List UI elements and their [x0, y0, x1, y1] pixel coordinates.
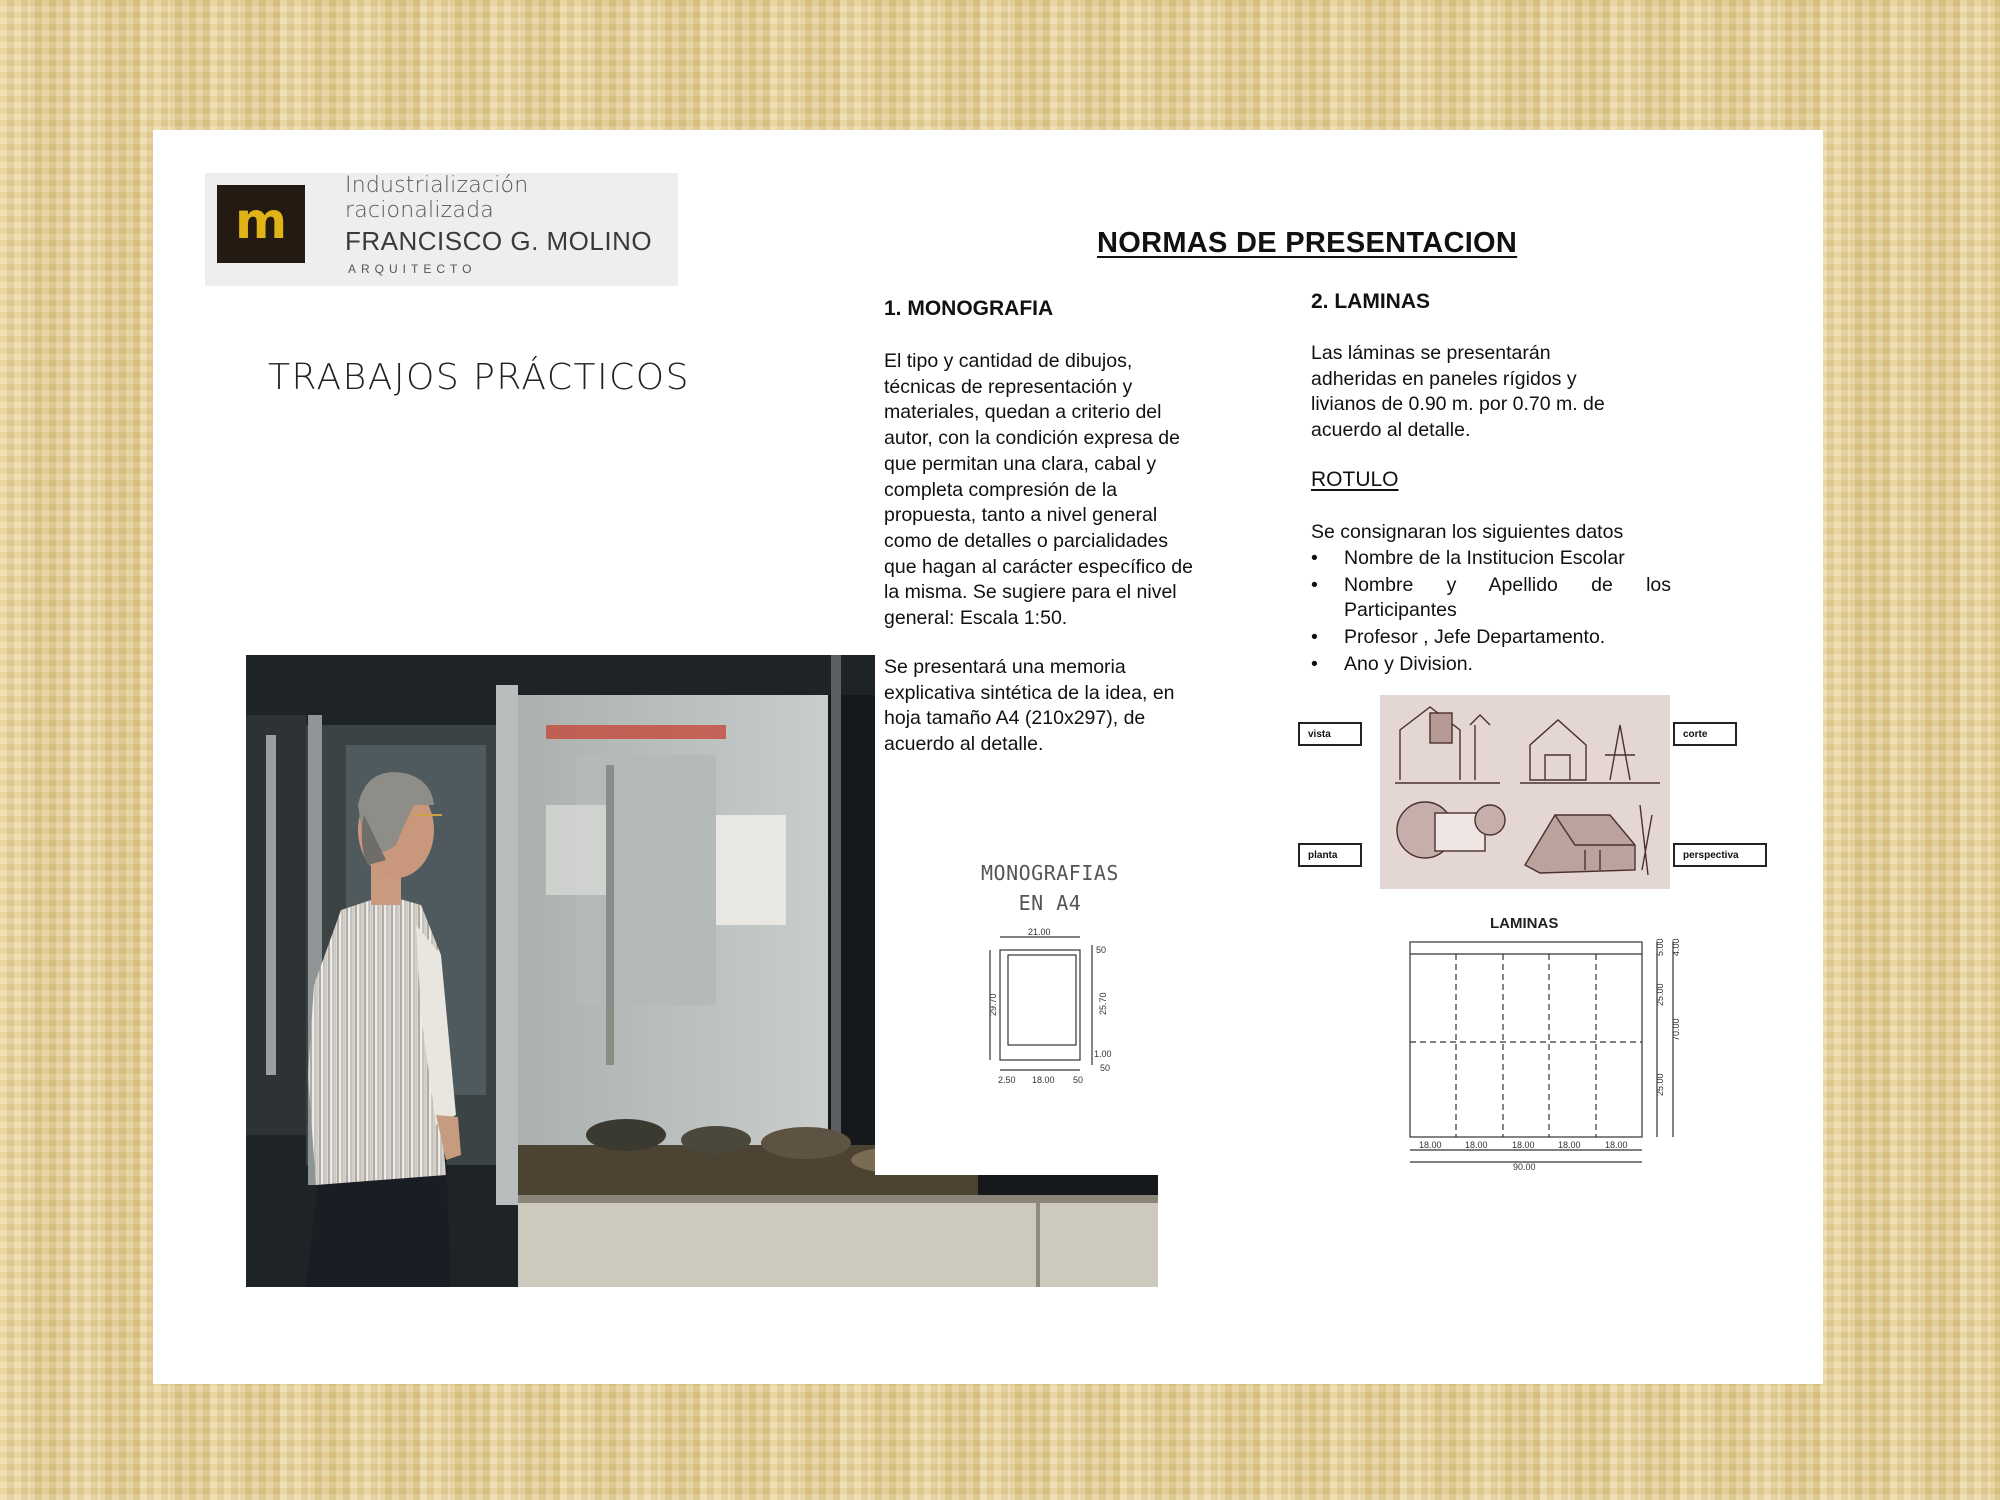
- label-planta: planta: [1298, 843, 1362, 867]
- dim-height: 29.70: [988, 993, 998, 1016]
- logo-tagline: Industrialización racionalizada: [345, 173, 529, 223]
- laminas-paragraph: Las láminas se presentarán adheridas en paneles rígidos y livianos de 0.90 m. por 0.70 m. de acuerdo al detalle.: [1311, 342, 1605, 442]
- monografia-heading: 1. MONOGRAFIA: [884, 297, 1054, 320]
- logo-mark: [217, 185, 305, 263]
- a4-sheet-diagram: [980, 925, 1130, 1095]
- rotulo-intro: Se consignaran los siguientes datos: [1311, 521, 1624, 543]
- dim-bottom: 1.00: [1094, 1049, 1112, 1059]
- list-item: • Profesor , Jefe Departamento.: [1311, 625, 1671, 651]
- logo-name: FRANCISCO G. MOLINO: [345, 226, 653, 256]
- list-item: • Ano y Division.: [1311, 652, 1671, 678]
- section-title: TRABAJOS PRÁCTICOS: [268, 357, 690, 398]
- list-item: • Nombre de la Institucion Escolar: [1311, 546, 1671, 572]
- dim-col-4: 18.00: [1558, 1140, 1581, 1150]
- dim-total-height: 70.00: [1671, 1018, 1681, 1041]
- dim-width: 21.00: [1028, 927, 1051, 937]
- logo-letter: m: [234, 192, 288, 250]
- dim-inner-height: 25.70: [1098, 992, 1108, 1015]
- rotulo-heading: ROTULO: [1311, 468, 1399, 491]
- monografia-memoria-paragraph: Se presentará una memoria explicativa sintética de la idea, en hoja tamaño A4 (210x297), de acuerdo al detalle.: [884, 656, 1175, 756]
- monografias-label: MONOGRAFIAS EN A4: [981, 861, 1119, 915]
- dim-right: 50: [1073, 1075, 1084, 1085]
- monografia-paragraph: El tipo y cantidad de dibujos, técnicas de representación y materiales, quedan a criterio del autor, con la condición expresa de que permitan una clara, cabal y completa compresión de la propuesta, tanto a nivel general como de detalles o parcialidades que hagan al carácter específico de la misma. Se sugiere para el nivel general: Escala 1:50.: [884, 350, 1193, 630]
- dim-row-1: 25.00: [1655, 983, 1665, 1006]
- label-corte: corte: [1673, 722, 1737, 746]
- dim-top-a: 4.00: [1671, 938, 1681, 956]
- laminas-heading: 2. LAMINAS: [1311, 290, 1431, 313]
- dim-inner-width: 18.00: [1032, 1075, 1055, 1085]
- dim-col-5: 18.00: [1605, 1140, 1628, 1150]
- laminas-diagram-title: LAMINAS: [1490, 915, 1559, 932]
- dim-col-1: 18.00: [1419, 1140, 1442, 1150]
- dim-left: 2.50: [998, 1075, 1016, 1085]
- list-item: • Nombre y Apellido de los Participantes: [1311, 573, 1671, 624]
- norms-title: NORMAS DE PRESENTACION: [1097, 227, 1518, 259]
- dim-total-width: 90.00: [1513, 1162, 1536, 1170]
- label-perspectiva: perspectiva: [1673, 843, 1767, 867]
- dim-col-3: 18.00: [1512, 1140, 1535, 1150]
- dim-col-2: 18.00: [1465, 1140, 1488, 1150]
- logo-role: ARQUITECTO: [348, 262, 477, 276]
- dim-row-2: 25.00: [1655, 1073, 1665, 1096]
- architect-logo: [205, 173, 678, 286]
- label-vista: vista: [1298, 722, 1362, 746]
- rotulo-list: [1311, 546, 1671, 679]
- laminas-panel-diagram: [1395, 930, 1705, 1170]
- dim-bottom2: 50: [1100, 1063, 1111, 1073]
- cabin-sketches: [1380, 695, 1670, 889]
- dim-top: 50: [1096, 945, 1107, 955]
- dim-top-b: 5.00: [1655, 938, 1665, 956]
